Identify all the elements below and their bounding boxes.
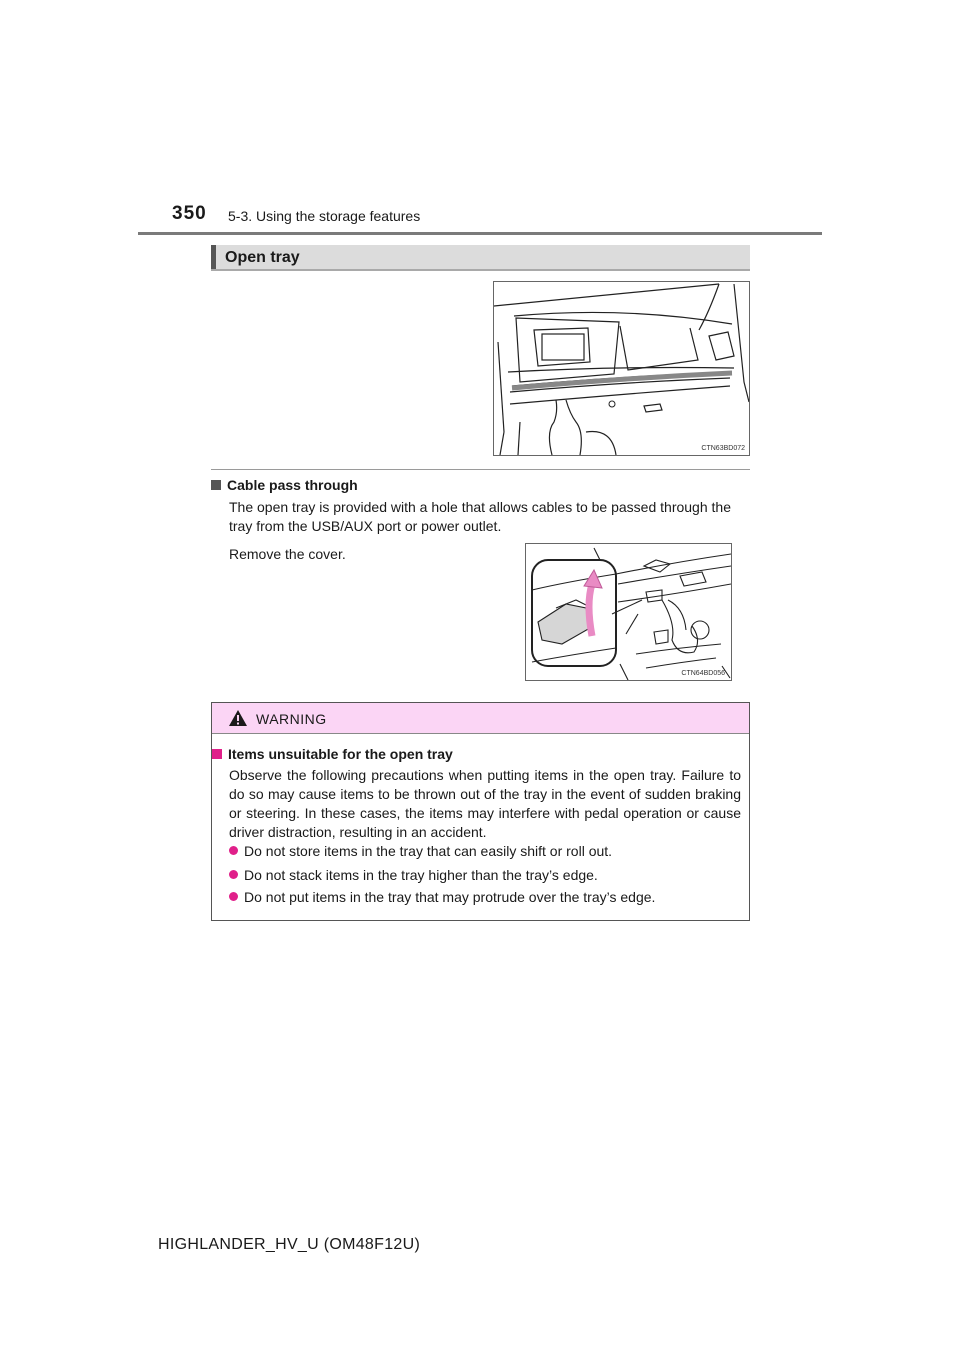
square-bullet-icon (211, 480, 221, 490)
warning-heading (212, 746, 453, 762)
section-divider (211, 469, 750, 470)
cable-pass-heading (211, 477, 358, 493)
bullet-dot-icon (229, 870, 238, 879)
cable-pass-text: The open tray is provided with a hole that allows cables to be passed through the tray from the USB/AUX port or power outlet. (229, 499, 731, 534)
warning-bullet (229, 889, 655, 905)
page-number: 350 (172, 203, 207, 224)
cable-cover-illustration (525, 543, 732, 681)
figure1-code: CTN63BD072 (701, 445, 745, 452)
dashboard-illustration (493, 281, 750, 456)
footer-model: HIGHLANDER_HV_U (OM48F12U) (158, 1236, 421, 1253)
cable-pass-heading-text: Cable pass through (227, 477, 358, 493)
open-tray-title: Open tray (225, 249, 300, 266)
warning-bullet (229, 867, 598, 883)
warning-label: WARNING (256, 711, 327, 727)
square-bullet-icon (212, 749, 222, 759)
warning-bullet-text: Do not store items in the tray that can easily shift or roll out. (244, 843, 613, 859)
header-rule (138, 232, 822, 235)
band-accent-bar (211, 245, 216, 269)
cable-cover-drawing (526, 544, 731, 680)
warning-header (212, 703, 749, 734)
warning-text: Observe the following precautions when putting items in the open tray. Failure to do so may cause items to be thrown out of the tray in the event of sudden braking or steering. In these cases, the items may interfere with pedal operation or cause driver distraction, resulting in an accident. (229, 767, 741, 840)
bullet-dot-icon (229, 892, 238, 901)
warning-box (211, 702, 750, 921)
warning-bullet-text: Do not put items in the tray that may protrude over the tray’s edge. (244, 889, 656, 905)
open-tray-heading-band (211, 245, 750, 271)
warning-triangle-icon (228, 709, 248, 727)
warning-heading-text: Items unsuitable for the open tray (228, 746, 453, 762)
remove-cover-step: Remove the cover. (229, 546, 346, 562)
warning-bullet (229, 843, 612, 859)
figure2-code: CTN64BD056 (681, 670, 725, 677)
section-title: 5-3. Using the storage features (228, 208, 421, 224)
dashboard-drawing (494, 282, 749, 455)
warning-bullet-text: Do not stack items in the tray higher than the tray’s edge. (244, 867, 598, 883)
bullet-dot-icon (229, 846, 238, 855)
